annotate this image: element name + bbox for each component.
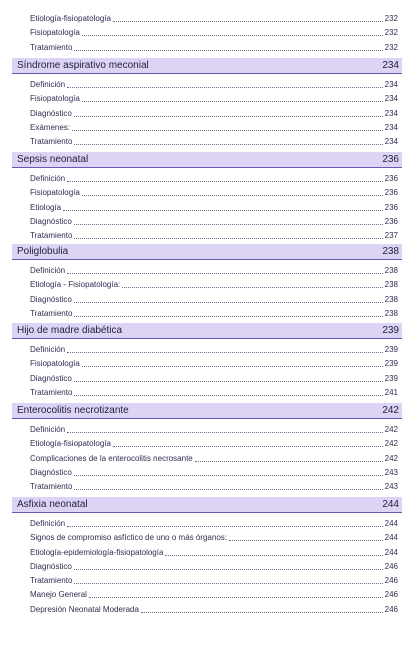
dot-leader (82, 35, 383, 36)
toc-entry[interactable] (30, 307, 398, 319)
toc-entry-page-number: 234 (384, 122, 398, 132)
toc-entry-page-number: 234 (384, 108, 398, 118)
toc-entry-label: Depresión Neonatal Moderada (30, 604, 139, 614)
toc-entry[interactable] (30, 452, 398, 464)
toc-entry-page-number: 234 (384, 80, 398, 89)
toc-entry-page-number: 246 (384, 604, 398, 614)
toc-entry[interactable] (30, 560, 398, 572)
section-header[interactable] (12, 497, 402, 513)
toc-entry-label: Diagnóstico (30, 561, 72, 571)
dot-leader (67, 526, 383, 527)
toc-entry[interactable] (30, 588, 398, 600)
section-title: Asfixia neonatal (17, 499, 88, 510)
dot-leader (67, 352, 383, 353)
toc-entry-label: Definición (30, 345, 66, 354)
toc-entry[interactable] (30, 357, 398, 369)
toc-entry-page-number: 239 (384, 373, 398, 383)
dot-leader (74, 475, 383, 476)
toc-entry[interactable] (30, 423, 398, 435)
toc-entry-label: Fisiopatología (30, 359, 80, 369)
toc-entry-page-number: 238 (384, 266, 398, 275)
toc-entry-label: Tratamiento (30, 137, 73, 146)
toc-entry-label: Diagnóstico (30, 108, 72, 118)
toc-entry[interactable] (30, 26, 398, 38)
toc-entry-label: Diagnóstico (30, 467, 72, 477)
toc-entry[interactable] (30, 574, 398, 586)
toc-entry[interactable] (30, 437, 398, 449)
dot-leader (74, 144, 382, 145)
section-title: Hijo de madre diabética (17, 325, 123, 336)
toc-entry[interactable] (30, 603, 398, 615)
dot-leader (82, 366, 383, 367)
section-page-number: 234 (382, 60, 399, 71)
toc-entry-page-number: 232 (384, 14, 398, 23)
toc-entry-page-number: 242 (384, 453, 398, 463)
toc-entry-page-number: 232 (384, 28, 398, 38)
section-title: Enterocolitis necrotizante (17, 405, 129, 416)
section-page-number: 239 (382, 325, 399, 336)
dot-leader (229, 540, 383, 541)
dot-leader (63, 210, 383, 211)
dot-leader (113, 446, 383, 447)
toc-entry-label: Definición (30, 174, 66, 183)
dot-leader (195, 461, 383, 462)
toc-entry[interactable] (30, 343, 398, 355)
section-header[interactable] (12, 323, 402, 339)
toc-entry-label: Signos de compromiso asfíctico de uno o más órganos: (30, 533, 227, 543)
dot-leader (141, 612, 383, 613)
toc-entry-page-number: 236 (384, 202, 398, 212)
toc-entry-page-number: 234 (384, 137, 398, 146)
toc-entry-page-number: 242 (384, 425, 398, 434)
dot-leader (67, 273, 383, 274)
toc-entry-page-number: 246 (384, 561, 398, 571)
toc-entry-page-number: 242 (384, 439, 398, 449)
toc-entry[interactable] (30, 229, 398, 241)
toc-entry-page-number: 236 (384, 174, 398, 183)
section-header[interactable] (12, 403, 402, 419)
toc-entry[interactable] (30, 215, 398, 227)
toc-entry-page-number: 236 (384, 216, 398, 226)
toc-entry[interactable] (30, 546, 398, 558)
toc-entry[interactable] (30, 107, 398, 119)
toc-entry-label: Fisiopatología (30, 28, 80, 38)
toc-entry-page-number: 236 (384, 188, 398, 198)
toc-entry-page-number: 244 (384, 519, 398, 528)
dot-leader (74, 224, 383, 225)
toc-entry[interactable] (30, 531, 398, 543)
section-page-number: 244 (382, 499, 399, 510)
toc-entry-page-number: 246 (384, 590, 398, 600)
toc-entry-page-number: 238 (384, 280, 398, 290)
toc-entry-page-number: 238 (384, 308, 398, 318)
toc-entry-label: Tratamiento (30, 482, 73, 491)
toc-entry-label: Definición (30, 425, 66, 434)
dot-leader (74, 50, 382, 51)
toc-entry[interactable] (30, 480, 398, 492)
toc-entry-label: Manejo General (30, 590, 87, 600)
toc-entry-page-number: 244 (384, 547, 398, 557)
section-page-number: 238 (382, 246, 399, 257)
toc-entry-label: Tratamiento (30, 576, 73, 585)
toc-entry[interactable] (30, 121, 398, 133)
section-title: Poliglobulia (17, 246, 69, 257)
section-page-number: 242 (382, 405, 399, 416)
dot-leader (122, 287, 382, 288)
toc-entry[interactable] (30, 186, 398, 198)
toc-entry[interactable] (30, 12, 398, 24)
toc-entry-label: Fisiopatología (30, 188, 80, 198)
toc-entry-page-number: 244 (384, 533, 398, 543)
toc-entry-label: Etiología-epidemiología-fisiopatología (30, 547, 164, 557)
toc-entry-page-number: 246 (384, 576, 398, 585)
dot-leader (74, 583, 382, 584)
toc-entry-page-number: 239 (384, 359, 398, 369)
toc-entry-page-number: 241 (384, 387, 398, 397)
toc-entry-label: Fisiopatología (30, 94, 80, 104)
toc-entry[interactable] (30, 172, 398, 184)
toc-entry[interactable] (30, 372, 398, 384)
toc-entry-label: Definición (30, 80, 66, 89)
toc-entry-label: Etiología (30, 202, 62, 212)
dot-leader (89, 597, 383, 598)
toc-entry-page-number: 237 (384, 231, 398, 240)
toc-entry[interactable] (30, 41, 398, 53)
dot-leader (67, 87, 383, 88)
section-header[interactable] (12, 152, 402, 168)
toc-entry-page-number: 234 (384, 94, 398, 104)
dot-leader (74, 569, 383, 570)
toc-entry-label: Tratamiento (30, 387, 73, 397)
dot-leader (82, 195, 383, 196)
toc-entry-label: Diagnóstico (30, 294, 72, 304)
dot-leader (74, 316, 382, 317)
toc-entry-label: Tratamiento (30, 308, 73, 318)
toc-entry[interactable] (30, 264, 398, 276)
toc-entry[interactable] (30, 78, 398, 90)
toc-entry[interactable] (30, 293, 398, 305)
toc-entry-label: Complicaciones de la enterocolitis necrosante (30, 453, 193, 463)
section-page-number: 236 (382, 154, 399, 165)
toc-entry[interactable] (30, 278, 398, 290)
dot-leader (74, 116, 383, 117)
dot-leader (74, 302, 383, 303)
dot-leader (72, 130, 383, 131)
toc-entry-label: Diagnóstico (30, 216, 72, 226)
dot-leader (74, 381, 383, 382)
toc-entry-label: Tratamiento (30, 231, 73, 240)
toc-entry-page-number: 243 (384, 482, 398, 491)
toc-entry[interactable] (30, 201, 398, 213)
toc-entry-label: Etiología - Fisiopatología: (30, 280, 121, 290)
toc-entry-label: Definición (30, 519, 66, 528)
toc-entry-page-number: 238 (384, 294, 398, 304)
dot-leader (113, 21, 383, 22)
toc-entry-page-number: 243 (384, 467, 398, 477)
toc-entry[interactable] (30, 135, 398, 147)
toc-entry-page-number: 239 (384, 345, 398, 354)
toc-entry-label: Exámenes: (30, 122, 71, 132)
dot-leader (67, 432, 383, 433)
toc-entry-label: Etiología-fisiopatología (30, 14, 111, 23)
dot-leader (74, 238, 382, 239)
toc-entry[interactable] (30, 386, 398, 398)
toc-entry-label: Tratamiento (30, 42, 73, 52)
dot-leader (74, 395, 382, 396)
dot-leader (67, 181, 383, 182)
toc-entry-label: Etiología-fisiopatología (30, 439, 111, 449)
toc-entry-label: Definición (30, 266, 66, 275)
section-header[interactable] (12, 244, 402, 260)
dot-leader (82, 101, 383, 102)
toc-entry-page-number: 232 (384, 42, 398, 52)
dot-leader (74, 489, 382, 490)
toc-entry-label: Diagnóstico (30, 373, 72, 383)
toc-entry[interactable] (30, 517, 398, 529)
section-title: Síndrome aspirativo meconial (17, 60, 149, 71)
toc-entry[interactable] (30, 92, 398, 104)
toc-entry[interactable] (30, 466, 398, 478)
dot-leader (165, 555, 382, 556)
section-title: Sepsis neonatal (17, 154, 89, 165)
section-header[interactable] (12, 58, 402, 74)
